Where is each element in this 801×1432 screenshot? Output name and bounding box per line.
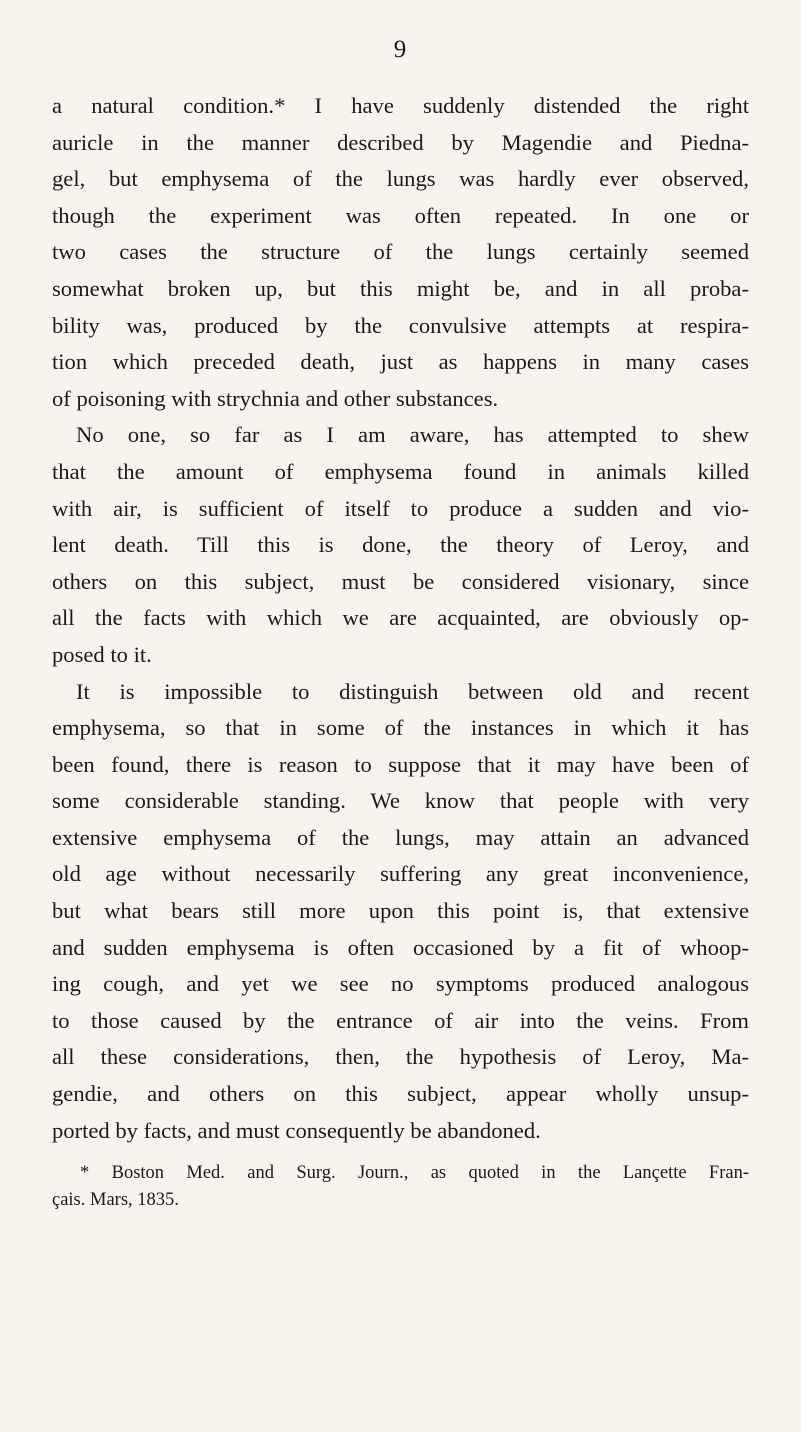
text-line: a natural condition.* I have suddenly distended the right — [52, 93, 749, 118]
text-line: old age without necessarily suffering any great inconvenience, — [52, 861, 749, 887]
text-line: ported by facts, and must consequently be abandoned. — [52, 1117, 541, 1143]
text-line: gel, but emphysema of the lungs was hardly ever observed, — [52, 166, 749, 192]
text-line: lent death. Till this is done, the theory of Leroy, and — [52, 532, 749, 558]
text-line: been found, there is reason to suppose that it may have been of — [52, 751, 749, 777]
footnote-line: çais. Mars, 1835. — [52, 1190, 179, 1210]
text-line: extensive emphysema of the lungs, may attain an advanced — [52, 824, 749, 850]
text-line: auricle in the manner described by Magendie and Piedna- — [52, 129, 749, 155]
text-line: to those caused by the entrance of air into the veins. From — [52, 1007, 749, 1033]
footnote — [52, 1160, 749, 1214]
text-line: of poisoning with strychnia and other substances. — [52, 385, 499, 411]
text-line: gendie, and others on this subject, appear wholly unsup- — [52, 1081, 749, 1107]
text-line: bility was, produced by the convulsive attempts at respira- — [52, 312, 749, 338]
text-line: two cases the structure of the lungs certainly seemed — [52, 239, 749, 265]
text-line: ing cough, and yet we see no symptoms produced analogous — [52, 971, 749, 997]
page-number: 9 — [393, 36, 408, 63]
text-line: though the experiment was often repeated. In one or — [52, 202, 749, 228]
paragraph-1 — [52, 88, 749, 417]
text-line: emphysema, so that in some of the instances in which it has — [52, 715, 749, 741]
text-line: No one, so far as I am aware, has attempted to shew — [76, 422, 749, 448]
text-line: It is impossible to distinguish between old and recent — [76, 678, 749, 704]
text-line: that the amount of emphysema found in animals killed — [52, 458, 749, 484]
text-line: with air, is sufficient of itself to produce a sudden and vio- — [52, 495, 749, 521]
text-line: but what bears still more upon this point is, that extensive — [52, 898, 749, 924]
paragraph-3 — [52, 674, 749, 1150]
text-line: others on this subject, must be considered visionary, since — [52, 568, 749, 594]
text-line: tion which preceded death, just as happens in many cases — [52, 349, 749, 375]
text-line: posed to it. — [52, 641, 152, 667]
text-line: all the facts with which we are acquainted, are obviously op- — [52, 605, 749, 631]
text-line: all these considerations, then, the hypothesis of Leroy, Ma- — [52, 1044, 749, 1070]
text-line: somewhat broken up, but this might be, and in all proba- — [52, 275, 749, 301]
footnote-line: * Boston Med. and Surg. Journ., as quoted in the Lançette Fran- — [80, 1163, 749, 1183]
body-text — [52, 88, 749, 1149]
text-line: some considerable standing. We know that people with very — [52, 788, 749, 814]
paragraph-2 — [52, 417, 749, 673]
text-line: and sudden emphysema is often occasioned by a fit of whoop- — [52, 934, 749, 960]
